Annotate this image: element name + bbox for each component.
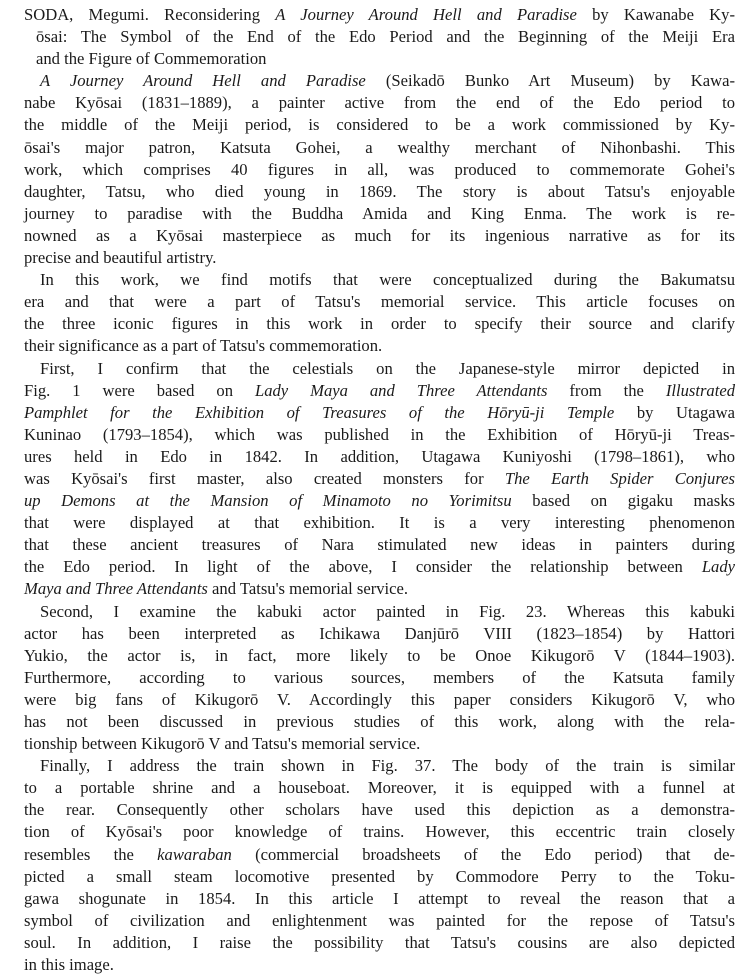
paragraph-line xyxy=(24,932,735,954)
italic-title: Lady xyxy=(701,557,735,577)
text-run: the rear. Consequently other scholars have used this depiction as a demonstra- xyxy=(24,800,735,820)
paragraph-line xyxy=(24,291,735,313)
text-run: First, I confirm that the celestials on the Japanese-style mirror depicted in xyxy=(40,358,735,378)
text-run: by Kawanabe Ky- xyxy=(576,5,735,24)
paragraph-line xyxy=(24,92,735,114)
paragraph-line xyxy=(24,137,735,159)
paragraph xyxy=(24,70,735,269)
paragraph-line xyxy=(24,689,735,711)
paragraph-line xyxy=(24,446,735,468)
paragraph-line xyxy=(24,645,735,667)
text-run: nabe Kyōsai (1831–1889), a painter active from the end of the Edo period to xyxy=(24,93,735,113)
text-run: resembles the xyxy=(24,844,158,864)
text-run: the middle of the Meiji period, is considered to be a work commissioned by Ky- xyxy=(24,115,735,135)
text-run: Kuninao (1793–1854), which was published in the Exhibition of Hōryū-ji Treas- xyxy=(24,424,735,444)
text-run: and the Figure of Commemoration xyxy=(36,49,267,69)
paragraph-line xyxy=(24,910,735,932)
paragraph-line xyxy=(24,578,735,600)
paragraph-line xyxy=(24,733,735,755)
text-run: nowned as a Kyōsai masterpiece as much for its ingenious narrative as for its xyxy=(24,225,735,245)
text-run: In this work, we find motifs that were conceptualized during the Bakumatsu xyxy=(40,270,735,290)
paragraph-line xyxy=(24,380,735,402)
paragraph-line xyxy=(24,269,735,291)
text-run: tionship between Kikugorō V and Tatsu's memorial service. xyxy=(24,734,421,754)
paragraph-line xyxy=(24,601,735,623)
paragraph-line xyxy=(24,181,735,203)
paragraph-line xyxy=(24,954,735,976)
italic-title: A Journey Around Hell and Paradise xyxy=(40,71,366,91)
paragraph-line xyxy=(24,866,735,888)
paragraph-line xyxy=(24,623,735,645)
text-run: work, which comprises 40 figures in all, was produced to commemorate Gohei's xyxy=(24,159,735,179)
paragraph-line xyxy=(24,888,735,910)
text-run: Fig. 1 were based on xyxy=(24,380,255,400)
text-run: tion of Kyōsai's poor knowledge of trains. However, this eccentric train closely xyxy=(24,822,735,842)
paragraph-line xyxy=(24,203,735,225)
text-run: Yukio, the actor is, in fact, more likely to be Onoe Kikugorō V (1844–1903). xyxy=(24,645,735,665)
text-run: and Tatsu's memorial service. xyxy=(207,579,409,599)
paragraph xyxy=(24,358,735,601)
text-run: (Seikadō Bunko Art Museum) by Kawa- xyxy=(365,71,735,91)
text-run: ōsai: The Symbol of the End of the Edo Period and the Beginning of the Meiji Era xyxy=(36,27,735,47)
title-line xyxy=(24,48,735,70)
text-run: to a portable shrine and a houseboat. Moreover, it is equipped with a funnel at xyxy=(24,778,735,798)
paragraph-line xyxy=(24,755,735,777)
text-run: daughter, Tatsu, who died young in 1869. The story is about Tatsu's enjoyable xyxy=(24,181,735,201)
title-line xyxy=(24,4,735,26)
text-run: ōsai's major patron, Katsuta Gohei, a wealthy merchant of Nihonbashi. This xyxy=(24,137,735,157)
text-run: precise and beautiful artistry. xyxy=(24,248,217,268)
paragraph-line xyxy=(24,247,735,269)
text-run: was Kyōsai's first master, also created monsters for xyxy=(24,468,505,488)
paragraph-line xyxy=(24,821,735,843)
italic-title: kawaraban xyxy=(157,844,232,864)
text-run: were big fans of Kikugorō V. Accordingly this paper considers Kikugorō V, who xyxy=(24,689,735,709)
italic-title: Lady Maya and Three Attendants xyxy=(254,380,548,400)
paragraph-line xyxy=(24,225,735,247)
text-run: ures held in Edo in 1842. In addition, Utagawa Kuniyoshi (1798–1861), who xyxy=(24,446,735,466)
title-line xyxy=(24,26,735,48)
text-run: their significance as a part of Tatsu's commemoration. xyxy=(24,336,383,356)
paragraph-line xyxy=(24,402,735,424)
text-run: era and that were a part of Tatsu's memorial service. This article focuses on xyxy=(24,292,735,312)
paragraph xyxy=(24,601,735,756)
paragraph-line xyxy=(24,313,735,335)
paragraph-line xyxy=(24,358,735,380)
text-run: based on gigaku masks xyxy=(511,491,735,511)
text-run: in this image. xyxy=(24,955,114,975)
text-run: that were displayed at that exhibition. It is a very interesting phenomenon xyxy=(24,513,735,533)
text-run: Furthermore, according to various sources, members of the Katsuta family xyxy=(24,667,735,687)
text-run: journey to paradise with the Buddha Amida and King Enma. The work is re- xyxy=(24,203,735,223)
paragraph-line xyxy=(24,114,735,136)
italic-title: A Journey Around Hell and Paradise xyxy=(275,5,577,24)
paragraph-line xyxy=(24,667,735,689)
paragraph-line xyxy=(24,777,735,799)
paragraph-line xyxy=(24,424,735,446)
paragraph-line xyxy=(24,711,735,733)
text-run: soul. In addition, I raise the possibility that Tatsu's cousins are also depicted xyxy=(24,932,735,952)
text-run: SODA, Megumi. Reconsidering xyxy=(24,5,276,24)
italic-title: Maya and Three Attendants xyxy=(24,579,208,599)
article-abstract xyxy=(24,4,735,976)
italic-title: up Demons at the Mansion of Minamoto no Yorimitsu xyxy=(24,491,512,511)
text-run: actor has been interpreted as Ichikawa Danjūrō VIII (1823–1854) by Hattori xyxy=(24,623,735,643)
text-run: picted a small steam locomotive presented by Commodore Perry to the Toku- xyxy=(24,866,735,886)
paragraph-line xyxy=(24,335,735,357)
paragraph-line xyxy=(24,556,735,578)
paragraph-line xyxy=(24,70,735,92)
paragraph-line xyxy=(24,490,735,512)
text-run: Finally, I address the train shown in Fig. 37. The body of the train is similar xyxy=(40,756,735,776)
text-run: from the xyxy=(547,380,666,400)
italic-title: The Earth Spider Conjures xyxy=(504,468,735,488)
text-run: the three iconic figures in this work in order to specify their source and clarify xyxy=(24,314,735,334)
paragraph-line xyxy=(24,512,735,534)
paragraph-line xyxy=(24,159,735,181)
text-run: symbol of civilization and enlightenment was painted for the repose of Tatsu's xyxy=(24,910,735,930)
text-run: (commercial broadsheets of the Edo period) that de- xyxy=(231,844,735,864)
italic-title: Illustrated xyxy=(665,380,735,400)
text-run: has not been discussed in previous studies of this work, along with the rela- xyxy=(24,712,735,731)
text-run: Second, I examine the kabuki actor painted in Fig. 23. Whereas this kabuki xyxy=(40,601,735,621)
paragraph xyxy=(24,269,735,357)
article-title xyxy=(24,4,735,70)
text-run: the Edo period. In light of the above, I consider the relationship between xyxy=(24,557,702,577)
paragraph-line xyxy=(24,799,735,821)
paragraph-line xyxy=(24,534,735,556)
text-run: by Utagawa xyxy=(614,402,735,422)
paragraph xyxy=(24,755,735,976)
article-body xyxy=(24,70,735,976)
paragraph-line xyxy=(24,844,735,866)
paragraph-line xyxy=(24,468,735,490)
text-run: that these ancient treasures of Nara stimulated new ideas in painters during xyxy=(24,535,735,555)
text-run: gawa shogunate in 1854. In this article I attempt to reveal the reason that a xyxy=(24,888,735,908)
italic-title: Pamphlet for the Exhibition of Treasures of the Hōryū-ji Temple xyxy=(24,402,615,422)
